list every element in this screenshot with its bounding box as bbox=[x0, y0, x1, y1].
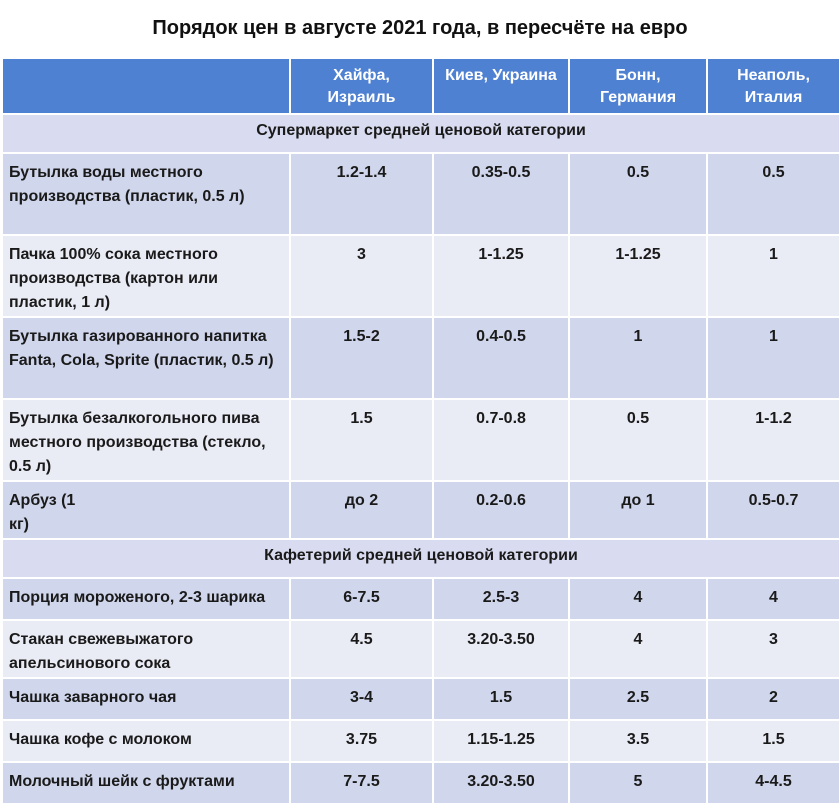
price-cell: 1.5 bbox=[290, 399, 433, 481]
price-cell: 1.5-2 bbox=[290, 317, 433, 399]
price-cell: до 1 bbox=[569, 481, 707, 539]
item-name: Чашка заварного чая bbox=[2, 678, 290, 720]
column-header-item bbox=[2, 58, 290, 114]
price-cell: 1.5 bbox=[433, 678, 569, 720]
price-cell: 3 bbox=[290, 235, 433, 317]
price-cell: 3.5 bbox=[569, 720, 707, 762]
table-row bbox=[2, 678, 840, 720]
table-row bbox=[2, 399, 840, 481]
table-row bbox=[2, 153, 840, 235]
item-name: Пачка 100% сока местного производства (картон или пластик, 1 л) bbox=[2, 235, 290, 317]
price-cell: 1 bbox=[707, 317, 840, 399]
price-cell: 2.5-3 bbox=[433, 578, 569, 620]
table-row bbox=[2, 620, 840, 678]
price-cell: 2.5 bbox=[569, 678, 707, 720]
price-cell: 0.2-0.6 bbox=[433, 481, 569, 539]
price-cell: 3.75 bbox=[290, 720, 433, 762]
price-cell: 0.5-0.7 bbox=[707, 481, 840, 539]
item-name: Чашка кофе с молоком bbox=[2, 720, 290, 762]
price-cell: 7-7.5 bbox=[290, 762, 433, 804]
price-cell: 3.20-3.50 bbox=[433, 620, 569, 678]
item-name: Бутылка воды местного производства (пластик, 0.5 л) bbox=[2, 153, 290, 235]
column-header-label: Бонн, Германия bbox=[599, 67, 677, 106]
column-header-haifa bbox=[290, 58, 433, 114]
price-cell: 3-4 bbox=[290, 678, 433, 720]
price-cell: 0.5 bbox=[707, 153, 840, 235]
column-header-label: Киев, Украина bbox=[445, 67, 557, 84]
price-cell: 0.7-0.8 bbox=[433, 399, 569, 481]
price-cell: 0.5 bbox=[569, 153, 707, 235]
price-cell: 3 bbox=[707, 620, 840, 678]
price-cell: 1 bbox=[569, 317, 707, 399]
column-header-label: Неаполь, Италия bbox=[737, 67, 810, 106]
price-cell: 4 bbox=[707, 578, 840, 620]
table-row bbox=[2, 762, 840, 804]
table-header-row bbox=[2, 58, 840, 114]
page-title: Порядок цен в августе 2021 года, в пересчёте на евро bbox=[152, 16, 688, 39]
table-row bbox=[2, 720, 840, 762]
item-name: Бутылка безалкогольного пива местного производства (стекло, 0.5 л) bbox=[2, 399, 290, 481]
price-cell: 4-4.5 bbox=[707, 762, 840, 804]
price-cell: 0.35-0.5 bbox=[433, 153, 569, 235]
table-row bbox=[2, 481, 840, 539]
price-cell: 2 bbox=[707, 678, 840, 720]
price-cell: 0.4-0.5 bbox=[433, 317, 569, 399]
section-heading: Супермаркет средней ценовой категории bbox=[2, 114, 840, 153]
price-cell: 4 bbox=[569, 578, 707, 620]
section-row-supermarket bbox=[2, 114, 840, 153]
item-name: Бутылка газированного напитка Fanta, Cola, Sprite (пластик, 0.5 л) bbox=[2, 317, 290, 399]
section-heading: Кафетерий средней ценовой категории bbox=[2, 539, 840, 578]
price-cell: 1.2-1.4 bbox=[290, 153, 433, 235]
price-cell: до 2 bbox=[290, 481, 433, 539]
price-cell: 1-1.25 bbox=[433, 235, 569, 317]
item-name: Молочный шейк с фруктами bbox=[2, 762, 290, 804]
item-name: Стакан свежевыжатого апельсинового сока bbox=[2, 620, 290, 678]
price-cell: 1.5 bbox=[707, 720, 840, 762]
price-cell: 4 bbox=[569, 620, 707, 678]
price-cell: 1-1.25 bbox=[569, 235, 707, 317]
column-header-label: Хайфа, Израиль bbox=[327, 67, 396, 106]
price-cell: 0.5 bbox=[569, 399, 707, 481]
item-name: Арбуз (1 кг) bbox=[2, 481, 290, 539]
column-header-bonn bbox=[569, 58, 707, 114]
item-name: Порция мороженого, 2-3 шарика bbox=[2, 578, 290, 620]
price-cell: 4.5 bbox=[290, 620, 433, 678]
price-cell: 1-1.2 bbox=[707, 399, 840, 481]
table-row bbox=[2, 317, 840, 399]
price-cell: 1.15-1.25 bbox=[433, 720, 569, 762]
section-row-cafeteria bbox=[2, 539, 840, 578]
column-header-kyiv bbox=[433, 58, 569, 114]
price-table bbox=[1, 57, 840, 805]
price-cell: 6-7.5 bbox=[290, 578, 433, 620]
price-cell: 1 bbox=[707, 235, 840, 317]
column-header-naples bbox=[707, 58, 840, 114]
price-cell: 5 bbox=[569, 762, 707, 804]
table-row bbox=[2, 578, 840, 620]
table-row bbox=[2, 235, 840, 317]
price-cell: 3.20-3.50 bbox=[433, 762, 569, 804]
